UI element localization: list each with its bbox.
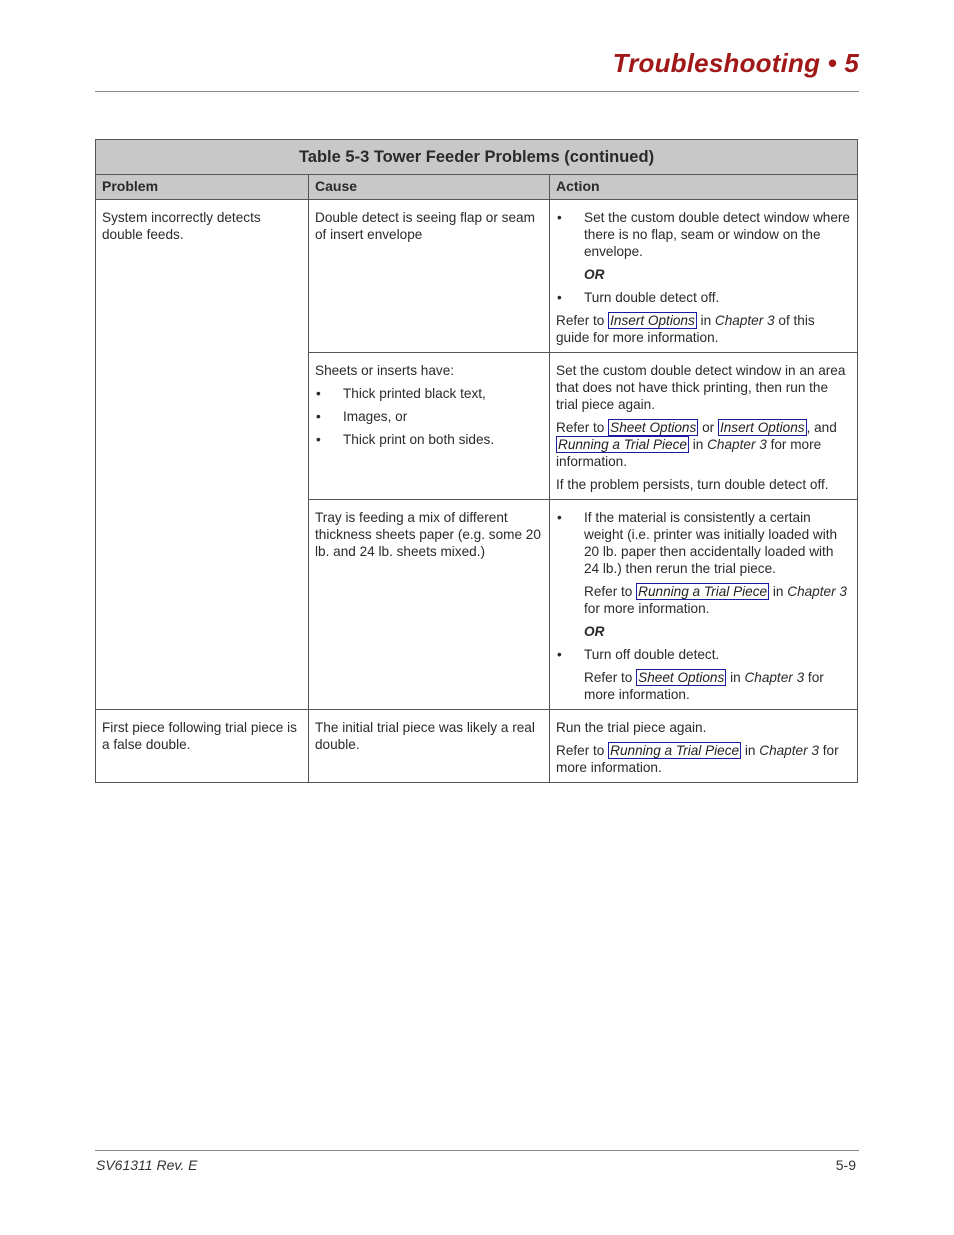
link-insert-options[interactable]: Insert Options: [719, 420, 805, 435]
refer-suffix: for more information.: [584, 601, 710, 616]
refer-prefix: Refer to: [556, 420, 609, 435]
cause-cell: [309, 500, 550, 710]
refer-prefix: Refer to: [556, 313, 609, 328]
refer-in: in: [696, 313, 715, 328]
link-sheet-options[interactable]: Sheet Options: [638, 670, 725, 685]
column-header-cause: Cause: [309, 175, 550, 200]
footer-rule: [95, 1150, 859, 1151]
action-cell: [550, 200, 858, 353]
problem-cell: [96, 710, 309, 783]
refer-suffix: for more information.: [584, 670, 824, 702]
chapter-ref: Chapter 3: [787, 584, 847, 599]
refer-text: [556, 669, 851, 703]
cause-text: Tray is feeding a mix of different thickness sheets paper (e.g. some 20 lb. and 24 lb. sheets mixed.): [315, 510, 541, 559]
cause-cell: [309, 200, 550, 353]
action-bullet: • Turn off double detect.: [556, 646, 851, 663]
problem-text: System incorrectly detects double feeds.: [102, 210, 261, 242]
refer-suffix: for more information.: [556, 437, 822, 469]
chapter-ref: Chapter 3: [714, 313, 775, 328]
link-insert-options[interactable]: Insert Options: [610, 313, 695, 328]
link-running-a-trial-piece[interactable]: Running a Trial Piece: [638, 584, 768, 599]
action-cell: [550, 500, 858, 710]
action-bullet: • Turn double detect off.: [556, 289, 851, 306]
and-word: , and: [806, 420, 837, 435]
refer-suffix: of this guide for more information.: [556, 313, 815, 345]
link-sheet-options[interactable]: Sheet Options: [610, 420, 697, 435]
refer-text: [556, 312, 851, 346]
action-cell: [550, 353, 858, 500]
refer-in: in: [769, 584, 788, 599]
table-caption: Table 5-3 Tower Feeder Problems (continued): [96, 140, 858, 175]
tower-feeder-problems-table: [95, 139, 858, 783]
link-running-a-trial-piece[interactable]: Running a Trial Piece: [610, 743, 740, 758]
table-header-row: [96, 175, 858, 200]
or-word: or: [698, 420, 718, 435]
problem-cell: [96, 200, 309, 710]
chapter-ref: Chapter 3: [759, 743, 819, 758]
refer-text: [556, 419, 851, 470]
chapter-ref: Chapter 3: [707, 437, 767, 452]
cause-cell: [309, 353, 550, 500]
cause-intro: Sheets or inserts have:: [315, 363, 455, 378]
cause-cell: [309, 710, 550, 783]
page-number: 5-9: [835, 1157, 856, 1173]
cause-text: The initial trial piece was likely a real double.: [315, 720, 535, 752]
refer-in: in: [726, 670, 745, 685]
refer-in: in: [741, 743, 760, 758]
action-paragraph: Run the trial piece again.: [556, 720, 707, 735]
refer-suffix: for more information.: [556, 743, 839, 775]
or-label: OR: [584, 624, 605, 639]
chapter-ref: Chapter 3: [744, 670, 805, 685]
refer-text: [556, 742, 851, 776]
refer-text: [556, 583, 851, 617]
refer-in: in: [688, 437, 708, 452]
chapter-title: Troubleshooting • 5: [612, 48, 859, 78]
refer-prefix: Refer to: [584, 584, 637, 599]
header-rule: [95, 91, 859, 92]
refer-prefix: Refer to: [556, 743, 609, 758]
or-label: OR: [584, 267, 605, 282]
action-bullet: • Set the custom double detect window where there is no flap, seam or window on the envelope.: [556, 209, 851, 260]
document-revision: SV61311 Rev. E: [96, 1157, 198, 1173]
action-cell: [550, 710, 858, 783]
column-header-problem: Problem: [96, 175, 309, 200]
cause-bullet: • Images, or: [315, 408, 543, 425]
refer-prefix: Refer to: [584, 670, 637, 685]
action-paragraph: Set the custom double detect window in an area that does not have thick printing, then run the trial piece again.: [556, 363, 846, 412]
column-header-action: Action: [550, 175, 858, 200]
action-bullet: • If the material is consistently a certain weight (i.e. printer was initially loaded with 20 lb. paper then accidentally loaded with 24 lb.) then rerun the trial piece.: [556, 509, 851, 577]
action-paragraph: If the problem persists, turn double detect off.: [556, 477, 829, 492]
problem-text: First piece following trial piece is a false double.: [102, 720, 297, 752]
cause-text: Double detect is seeing flap or seam of insert envelope: [315, 210, 535, 242]
table-row: [96, 710, 858, 783]
cause-bullet: • Thick print on both sides.: [315, 431, 543, 448]
link-running-a-trial-piece[interactable]: Running a Trial Piece: [558, 437, 687, 452]
table-row: [96, 200, 858, 353]
cause-bullet: • Thick printed black text,: [315, 385, 543, 402]
